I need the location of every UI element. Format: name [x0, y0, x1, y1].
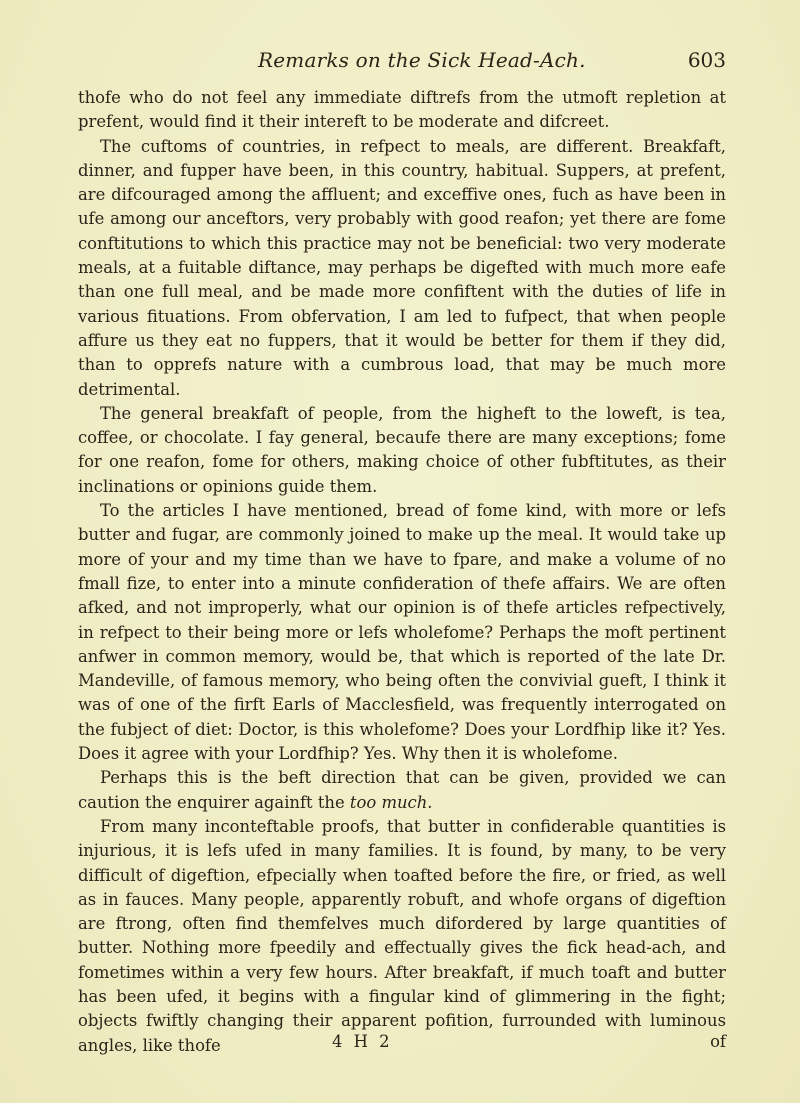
page-number: 603: [687, 48, 726, 72]
body-text: [78, 86, 726, 1058]
paragraph: thofe who do not feel any immediate diftrefs from the utmoft repletion at prefent, would find it their intereft to be moderate and difcreet.: [78, 88, 726, 132]
paragraph-text: Perhaps this is the beft direction that can be given, provided we can caution the enquirer againft the: [78, 768, 726, 812]
page-footer: [78, 1032, 726, 1058]
page-header: [78, 48, 726, 82]
catchword: of: [710, 1032, 726, 1051]
paragraph: The cuftoms of countries, in refpect to meals, are different. Breakfaft, dinner, and fupper have been, in this country, habitual. Suppers, at prefent, are difcouraged among the affluent; and exceffive ones, fuch as have been in ufe among our anceftors, very probably with good reafon; yet there are fome conftitutions to which this practice may not be beneficial: two very moderate meals, at a fuitable diftance, may perhaps be digefted with much more eafe than one full meal, and be made more confiftent with the duties of life in various fituations. From obfervation, I am led to fufpect, that when people affure us they eat no fuppers, that it would be better for them if they did, than to opprefs nature with a cumbrous load, that may be much more detrimental.: [78, 136, 726, 399]
paragraph: To the articles I have mentioned, bread of fome kind, with more or lefs butter and fugar, are commonly joined to make up the meal. It would take up more of your and my time than we have to fpare, and make a volume of no fmall fize, to enter into a minute confideration of thefe affairs. We are often afked, and not improperly, what our opinion is of thefe articles refpectively, in refpect to their being more or lefs wholefome? Perhaps the moft pertinent anfwer in common memory, would be, that which is reported of the late Dr. Mandeville, of famous memory, who being often the convivial gueft, I think it was of one of the firft Earls of Macclesfield, was frequently interrogated on the fubject of diet: Doctor, is this wholefome? Does your Lordfhip like it? Yes. Does it agree with your Lordfhip? Yes. Why then it is wholefome.: [78, 501, 726, 764]
emphasis-text: too much.: [349, 792, 433, 812]
paragraph: From many inconteftable proofs, that butter in confiderable quantities is injurious, it is lefs ufed in many families. It is found, by many, to be very difficult of digeftion, efpecially when toafted before the fire, or fried, as well as in fauces. Many people, apparently robuft, and whofe organs of digeftion are ftrong, often find themfelves much difordered by large quantities of butter. Nothing more fpeedily and effectually gives the fick head-ach, and fometimes within a very few hours. After breakfaft, if much toaft and butter has been ufed, it begins with a fingular kind of glimmering in the fight; objects fwiftly changing their apparent pofition, furrounded with luminous angles, like thofe: [78, 816, 726, 1055]
running-head: Remarks on the Sick Head-Ach.: [258, 48, 586, 72]
signature-mark: 4 H 2: [332, 1032, 393, 1051]
paragraph: The general breakfaft of people, from the higheft to the loweft, is tea, coffee, or chocolate. I fay general, becaufe there are many exceptions; fome for one reafon, fome for others, making choice of other fubftitutes, as their inclinations or opinions guide them.: [78, 403, 726, 496]
paragraph: [78, 766, 726, 815]
